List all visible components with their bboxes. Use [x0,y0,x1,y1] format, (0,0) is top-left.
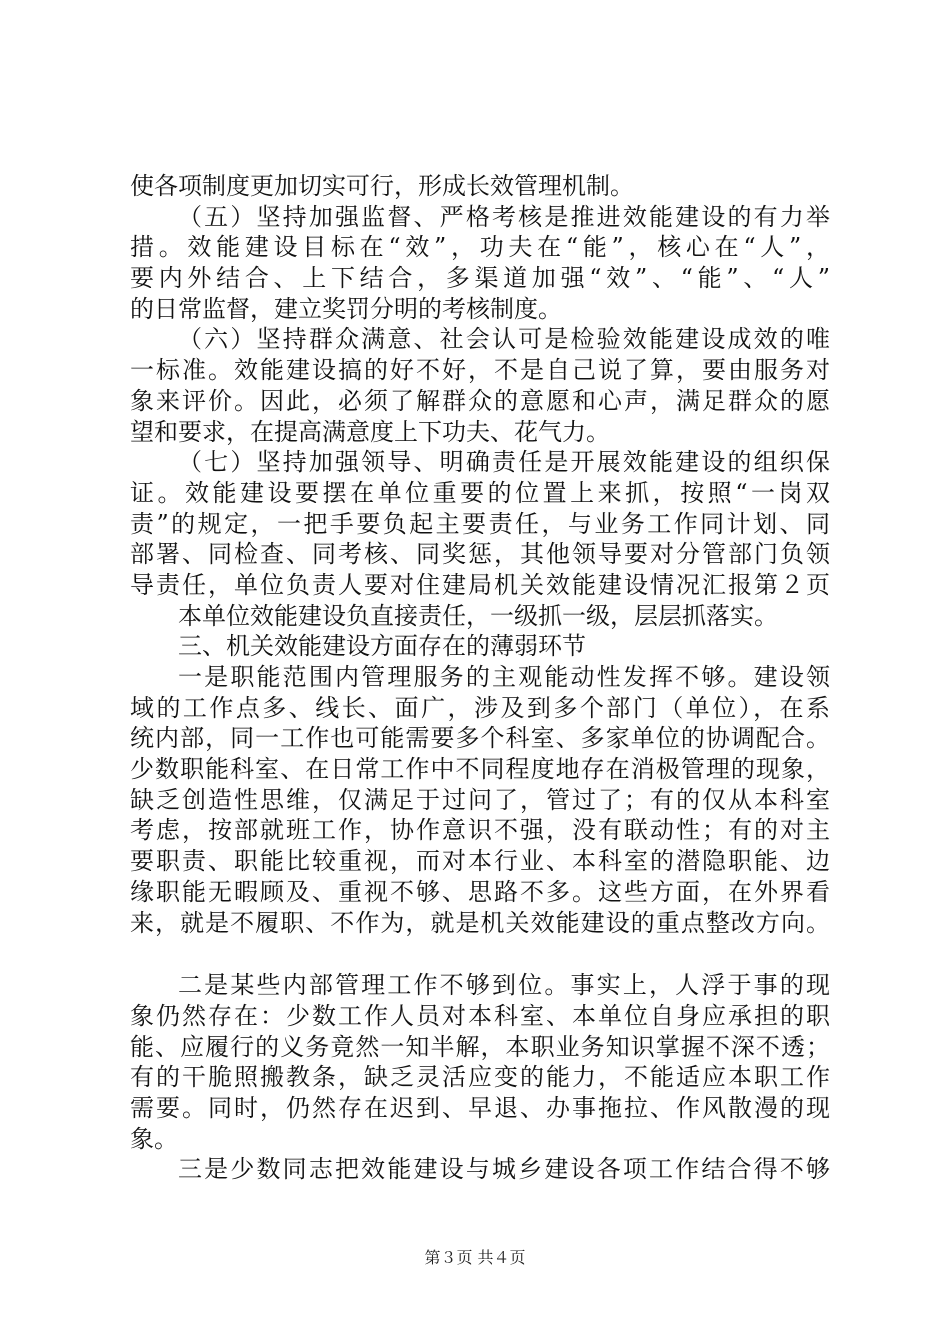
text-line: 需要。同时，仍然存在迟到、早退、办事拖拉、作风散漫的现 [130,1093,830,1122]
section-heading: 三、机关效能建设方面存在的薄弱环节 [178,632,586,661]
text-line: 证。效能建设要摆在单位重要的位置上来抓，按照“一岗双 [130,478,830,507]
text-line: 使各项制度更加切实可行，形成长效管理机制。 [130,172,634,200]
text-line: （七）坚持加强领导、明确责任是开展效能建设的组织保 [178,448,830,477]
text-line: 能、应履行的义务竟然一知半解，本职业务知识掌握不深不透； [130,1032,830,1061]
text-line: 象来评价。因此，必须了解群众的意愿和心声，满足群众的愿 [130,386,830,415]
text-line: 责”的规定，一把手要负起主要责任，与业务工作同计划、同 [130,509,830,538]
text-line: 三是少数同志把效能建设与城乡建设各项工作结合得不够 [178,1155,830,1184]
text-line: 一标准。效能建设搞的好不好，不是自己说了算，要由服务对 [130,356,830,385]
text-line: 要职责、职能比较重视，而对本行业、本科室的潜隐职能、边 [130,847,830,876]
text-line: 措。效能建设目标在“效”，功夫在“能”，核心在“人”， [130,233,830,262]
text-line: 导责任，单位负责人要对住建局机关效能建设情况汇报第２页 [130,570,830,599]
text-line: 要内外结合、上下结合，多渠道加强“效”、“能”、“人” [130,264,830,293]
text-line: 二是某些内部管理工作不够到位。事实上，人浮于事的现 [178,971,830,1000]
page-number-footer: 第３页 共４页 [424,1248,526,1267]
text-line: 有的干脆照搬教条，缺乏灵活应变的能力，不能适应本职工作 [130,1063,830,1092]
text-line: 域的工作点多、线长、面广，涉及到多个部门（单位），在系 [130,693,830,722]
text-line: 望和要求，在提高满意度上下功夫、花气力。 [130,417,610,446]
text-line: 象。 [130,1124,178,1153]
text-line: 象仍然存在：少数工作人员对本科室、本单位自身应承担的职 [130,1001,830,1030]
text-line: （五）坚持加强监督、严格考核是推进效能建设的有力举 [178,202,830,231]
document-body [130,171,830,1185]
text-line: 缘职能无暇顾及、重视不够、思路不多。这些方面，在外界看 [130,877,830,906]
text-line: 部署、同检查、同考核、同奖惩，其他领导要对分管部门负领 [130,540,830,569]
text-line: 来，就是不履职、不作为，就是机关效能建设的重点整改方向。 [130,908,830,937]
paragraph-gap [130,938,830,970]
text-line: 一是职能范围内管理服务的主观能动性发挥不够。建设领 [178,663,830,691]
text-line: 考虑，按部就班工作，协作意识不强，没有联动性；有的对主 [130,816,830,845]
text-line: （六）坚持群众满意、社会认可是检验效能建设成效的唯 [178,325,830,354]
text-line: 少数职能科室、在日常工作中不同程度地存在消极管理的现象， [130,755,830,784]
text-line: 的日常监督，建立奖罚分明的考核制度。 [130,294,562,323]
text-line: 本单位效能建设负直接责任，一级抓一级，层层抓落实。 [178,601,778,630]
text-line: 缺乏创造性思维，仅满足于过问了，管过了；有的仅从本科室 [130,785,830,814]
text-line: 统内部，同一工作也可能需要多个科室、多家单位的协调配合。 [130,724,830,753]
